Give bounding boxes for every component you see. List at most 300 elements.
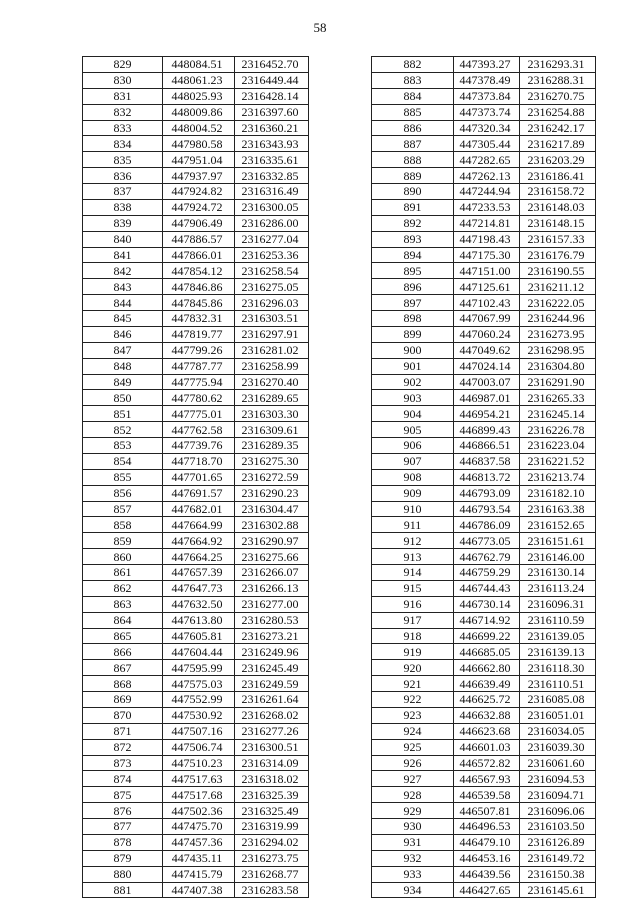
point-number-cell: 879: [83, 850, 163, 866]
y-coordinate-cell: 2316270.75: [520, 88, 596, 104]
point-number-cell: 880: [83, 866, 163, 882]
x-coordinate-cell: 447632.50: [163, 596, 235, 612]
point-number-cell: 900: [372, 342, 454, 358]
table-row: [83, 580, 309, 596]
table-row: [372, 549, 596, 565]
table-row: [372, 279, 596, 295]
table-row: [372, 850, 596, 866]
x-coordinate-cell: 447244.94: [454, 184, 520, 200]
table-row: [83, 199, 309, 215]
point-number-cell: 896: [372, 279, 454, 295]
table-row: [372, 707, 596, 723]
table-row: [372, 755, 596, 771]
point-number-cell: 849: [83, 374, 163, 390]
y-coordinate-cell: 2316221.52: [520, 453, 596, 469]
x-coordinate-cell: 447664.25: [163, 549, 235, 565]
x-coordinate-cell: 447605.81: [163, 628, 235, 644]
y-coordinate-cell: 2316296.03: [235, 295, 309, 311]
y-coordinate-cell: 2316039.30: [520, 739, 596, 755]
point-number-cell: 887: [372, 136, 454, 152]
y-coordinate-cell: 2316148.03: [520, 199, 596, 215]
table-row: [372, 295, 596, 311]
x-coordinate-cell: 447739.76: [163, 438, 235, 454]
table-row: [83, 819, 309, 835]
table-row: [372, 136, 596, 152]
x-coordinate-cell: 447832.31: [163, 311, 235, 327]
table-row: [83, 755, 309, 771]
x-coordinate-cell: 447980.58: [163, 136, 235, 152]
table-row: [83, 517, 309, 533]
x-coordinate-cell: 446539.58: [454, 787, 520, 803]
x-coordinate-cell: 446759.29: [454, 565, 520, 581]
y-coordinate-cell: 2316273.75: [235, 850, 309, 866]
point-number-cell: 924: [372, 723, 454, 739]
y-coordinate-cell: 2316275.05: [235, 279, 309, 295]
y-coordinate-cell: 2316213.74: [520, 469, 596, 485]
y-coordinate-cell: 2316283.58: [235, 882, 309, 898]
point-number-cell: 844: [83, 295, 163, 311]
x-coordinate-cell: 446507.81: [454, 803, 520, 819]
table-row: [83, 882, 309, 898]
x-coordinate-cell: 447775.94: [163, 374, 235, 390]
table-row: [372, 152, 596, 168]
table-row: [83, 501, 309, 517]
table-row: [372, 866, 596, 882]
point-number-cell: 886: [372, 120, 454, 136]
table-row: [83, 834, 309, 850]
table-row: [372, 819, 596, 835]
table-row: [83, 295, 309, 311]
table-row: [372, 104, 596, 120]
x-coordinate-cell: 447517.63: [163, 771, 235, 787]
point-number-cell: 843: [83, 279, 163, 295]
table-row: [372, 390, 596, 406]
y-coordinate-cell: 2316118.30: [520, 660, 596, 676]
table-row: [83, 358, 309, 374]
x-coordinate-cell: 447517.68: [163, 787, 235, 803]
table-row: [372, 358, 596, 374]
x-coordinate-cell: 447845.86: [163, 295, 235, 311]
table-row: [372, 469, 596, 485]
y-coordinate-cell: 2316139.13: [520, 644, 596, 660]
x-coordinate-cell: 447780.62: [163, 390, 235, 406]
x-coordinate-cell: 447507.16: [163, 723, 235, 739]
point-number-cell: 861: [83, 565, 163, 581]
point-number-cell: 883: [372, 72, 454, 88]
x-coordinate-cell: 448061.23: [163, 72, 235, 88]
x-coordinate-cell: 447282.65: [454, 152, 520, 168]
x-coordinate-cell: 447024.14: [454, 358, 520, 374]
table-row: [83, 57, 309, 73]
y-coordinate-cell: 2316222.05: [520, 295, 596, 311]
table-row: [372, 263, 596, 279]
y-coordinate-cell: 2316293.31: [520, 57, 596, 73]
y-coordinate-cell: 2316319.99: [235, 819, 309, 835]
table-row: [83, 565, 309, 581]
x-coordinate-cell: 447664.92: [163, 533, 235, 549]
x-coordinate-cell: 447595.99: [163, 660, 235, 676]
point-number-cell: 854: [83, 453, 163, 469]
point-number-cell: 898: [372, 311, 454, 327]
table-row: [372, 739, 596, 755]
table-row: [83, 120, 309, 136]
x-coordinate-cell: 447415.79: [163, 866, 235, 882]
point-number-cell: 927: [372, 771, 454, 787]
x-coordinate-cell: 447198.43: [454, 231, 520, 247]
x-coordinate-cell: 447647.73: [163, 580, 235, 596]
point-number-cell: 846: [83, 326, 163, 342]
point-number-cell: 831: [83, 88, 163, 104]
y-coordinate-cell: 2316303.30: [235, 406, 309, 422]
x-coordinate-cell: 447604.44: [163, 644, 235, 660]
table-row: [372, 501, 596, 517]
point-number-cell: 915: [372, 580, 454, 596]
y-coordinate-cell: 2316130.14: [520, 565, 596, 581]
table-row: [83, 326, 309, 342]
y-coordinate-cell: 2316242.17: [520, 120, 596, 136]
y-coordinate-cell: 2316273.95: [520, 326, 596, 342]
table-row: [372, 771, 596, 787]
y-coordinate-cell: 2316303.51: [235, 311, 309, 327]
x-coordinate-cell: 447906.49: [163, 215, 235, 231]
y-coordinate-cell: 2316309.61: [235, 422, 309, 438]
x-coordinate-cell: 447846.86: [163, 279, 235, 295]
table-row: [372, 374, 596, 390]
y-coordinate-cell: 2316245.14: [520, 406, 596, 422]
y-coordinate-cell: 2316163.38: [520, 501, 596, 517]
x-coordinate-cell: 447320.34: [454, 120, 520, 136]
x-coordinate-cell: 447924.82: [163, 184, 235, 200]
table-row: [372, 580, 596, 596]
x-coordinate-cell: 446762.79: [454, 549, 520, 565]
point-number-cell: 871: [83, 723, 163, 739]
x-coordinate-cell: 446699.22: [454, 628, 520, 644]
table-row: [372, 438, 596, 454]
point-number-cell: 856: [83, 485, 163, 501]
y-coordinate-cell: 2316266.13: [235, 580, 309, 596]
point-number-cell: 847: [83, 342, 163, 358]
point-number-cell: 932: [372, 850, 454, 866]
y-coordinate-cell: 2316343.93: [235, 136, 309, 152]
x-coordinate-cell: 447701.65: [163, 469, 235, 485]
point-number-cell: 830: [83, 72, 163, 88]
y-coordinate-cell: 2316325.39: [235, 787, 309, 803]
x-coordinate-cell: 447435.11: [163, 850, 235, 866]
y-coordinate-cell: 2316300.51: [235, 739, 309, 755]
y-coordinate-cell: 2316249.96: [235, 644, 309, 660]
point-number-cell: 922: [372, 692, 454, 708]
x-coordinate-cell: 447049.62: [454, 342, 520, 358]
point-number-cell: 850: [83, 390, 163, 406]
point-number-cell: 862: [83, 580, 163, 596]
table-row: [372, 199, 596, 215]
table-row: [83, 692, 309, 708]
point-number-cell: 851: [83, 406, 163, 422]
y-coordinate-cell: 2316223.04: [520, 438, 596, 454]
table-row: [372, 644, 596, 660]
y-coordinate-cell: 2316325.49: [235, 803, 309, 819]
x-coordinate-cell: 447691.57: [163, 485, 235, 501]
point-number-cell: 893: [372, 231, 454, 247]
table-row: [83, 279, 309, 295]
table-row: [83, 676, 309, 692]
point-number-cell: 909: [372, 485, 454, 501]
table-row: [83, 453, 309, 469]
table-row: [372, 834, 596, 850]
y-coordinate-cell: 2316268.02: [235, 707, 309, 723]
point-number-cell: 914: [372, 565, 454, 581]
table-row: [83, 342, 309, 358]
table-row: [83, 88, 309, 104]
y-coordinate-cell: 2316145.61: [520, 882, 596, 898]
y-coordinate-cell: 2316277.04: [235, 231, 309, 247]
y-coordinate-cell: 2316096.31: [520, 596, 596, 612]
y-coordinate-cell: 2316300.05: [235, 199, 309, 215]
page-number: 58: [313, 20, 327, 35]
point-number-cell: 903: [372, 390, 454, 406]
x-coordinate-cell: 447951.04: [163, 152, 235, 168]
point-number-cell: 926: [372, 755, 454, 771]
x-coordinate-cell: 447575.03: [163, 676, 235, 692]
y-coordinate-cell: 2316182.10: [520, 485, 596, 501]
point-number-cell: 910: [372, 501, 454, 517]
y-coordinate-cell: 2316291.90: [520, 374, 596, 390]
x-coordinate-cell: 447762.58: [163, 422, 235, 438]
point-number-cell: 890: [372, 184, 454, 200]
y-coordinate-cell: 2316061.60: [520, 755, 596, 771]
x-coordinate-cell: 446453.16: [454, 850, 520, 866]
x-coordinate-cell: 447475.70: [163, 819, 235, 835]
x-coordinate-cell: 447613.80: [163, 612, 235, 628]
y-coordinate-cell: 2316203.29: [520, 152, 596, 168]
x-coordinate-cell: 446813.72: [454, 469, 520, 485]
table-row: [83, 739, 309, 755]
y-coordinate-cell: 2316126.89: [520, 834, 596, 850]
x-coordinate-cell: 446744.43: [454, 580, 520, 596]
y-coordinate-cell: 2316360.21: [235, 120, 309, 136]
x-coordinate-cell: 447775.01: [163, 406, 235, 422]
table-row: [83, 787, 309, 803]
x-coordinate-cell: 446730.14: [454, 596, 520, 612]
table-row: [372, 565, 596, 581]
y-coordinate-cell: 2316316.49: [235, 184, 309, 200]
y-coordinate-cell: 2316275.66: [235, 549, 309, 565]
x-coordinate-cell: 447305.44: [454, 136, 520, 152]
point-number-cell: 892: [372, 215, 454, 231]
y-coordinate-cell: 2316258.99: [235, 358, 309, 374]
y-coordinate-cell: 2316268.77: [235, 866, 309, 882]
x-coordinate-cell: 447718.70: [163, 453, 235, 469]
point-number-cell: 829: [83, 57, 163, 73]
point-number-cell: 912: [372, 533, 454, 549]
table-row: [83, 136, 309, 152]
x-coordinate-cell: 447924.72: [163, 199, 235, 215]
x-coordinate-cell: 446714.92: [454, 612, 520, 628]
x-coordinate-cell: 446987.01: [454, 390, 520, 406]
point-number-cell: 858: [83, 517, 163, 533]
table-row: [372, 723, 596, 739]
x-coordinate-cell: 446623.68: [454, 723, 520, 739]
y-coordinate-cell: 2316277.00: [235, 596, 309, 612]
point-number-cell: 928: [372, 787, 454, 803]
table-row: [372, 692, 596, 708]
table-row: [83, 596, 309, 612]
y-coordinate-cell: 2316217.89: [520, 136, 596, 152]
point-number-cell: 918: [372, 628, 454, 644]
y-coordinate-cell: 2316289.35: [235, 438, 309, 454]
point-number-cell: 863: [83, 596, 163, 612]
x-coordinate-cell: 447530.92: [163, 707, 235, 723]
point-number-cell: 874: [83, 771, 163, 787]
table-row: [372, 342, 596, 358]
x-coordinate-cell: 447378.49: [454, 72, 520, 88]
x-coordinate-cell: 447886.57: [163, 231, 235, 247]
table-row: [83, 104, 309, 120]
table-row: [83, 438, 309, 454]
point-number-cell: 905: [372, 422, 454, 438]
x-coordinate-cell: 446439.56: [454, 866, 520, 882]
point-number-cell: 895: [372, 263, 454, 279]
table-row: [372, 231, 596, 247]
point-number-cell: 833: [83, 120, 163, 136]
point-number-cell: 837: [83, 184, 163, 200]
y-coordinate-cell: 2316294.02: [235, 834, 309, 850]
table-row: [83, 644, 309, 660]
point-number-cell: 877: [83, 819, 163, 835]
point-number-cell: 881: [83, 882, 163, 898]
point-number-cell: 933: [372, 866, 454, 882]
point-number-cell: 876: [83, 803, 163, 819]
table-row: [83, 850, 309, 866]
x-coordinate-cell: 446837.58: [454, 453, 520, 469]
point-number-cell: 917: [372, 612, 454, 628]
point-number-cell: 834: [83, 136, 163, 152]
y-coordinate-cell: 2316085.08: [520, 692, 596, 708]
y-coordinate-cell: 2316272.59: [235, 469, 309, 485]
table-row: [372, 517, 596, 533]
point-number-cell: 902: [372, 374, 454, 390]
x-coordinate-cell: 447262.13: [454, 168, 520, 184]
table-row: [372, 57, 596, 73]
table-row: [83, 469, 309, 485]
point-number-cell: 891: [372, 199, 454, 215]
y-coordinate-cell: 2316335.61: [235, 152, 309, 168]
table-row: [83, 263, 309, 279]
point-number-cell: 901: [372, 358, 454, 374]
x-coordinate-cell: 447799.26: [163, 342, 235, 358]
y-coordinate-cell: 2316211.12: [520, 279, 596, 295]
y-coordinate-cell: 2316298.95: [520, 342, 596, 358]
point-number-cell: 835: [83, 152, 163, 168]
table-row: [372, 168, 596, 184]
x-coordinate-cell: 446572.82: [454, 755, 520, 771]
table-row: [372, 215, 596, 231]
x-coordinate-cell: 447457.36: [163, 834, 235, 850]
table-row: [83, 422, 309, 438]
table-row: [83, 390, 309, 406]
y-coordinate-cell: 2316304.47: [235, 501, 309, 517]
x-coordinate-cell: 446786.09: [454, 517, 520, 533]
y-coordinate-cell: 2316270.40: [235, 374, 309, 390]
x-coordinate-cell: 448009.86: [163, 104, 235, 120]
point-number-cell: 848: [83, 358, 163, 374]
x-coordinate-cell: 446662.80: [454, 660, 520, 676]
y-coordinate-cell: 2316190.55: [520, 263, 596, 279]
x-coordinate-cell: 447067.99: [454, 311, 520, 327]
y-coordinate-cell: 2316249.59: [235, 676, 309, 692]
point-number-cell: 865: [83, 628, 163, 644]
point-number-cell: 911: [372, 517, 454, 533]
y-coordinate-cell: 2316449.44: [235, 72, 309, 88]
table-row: [83, 247, 309, 263]
x-coordinate-cell: 446866.51: [454, 438, 520, 454]
x-coordinate-cell: 446639.49: [454, 676, 520, 692]
point-number-cell: 839: [83, 215, 163, 231]
point-number-cell: 845: [83, 311, 163, 327]
x-coordinate-cell: 447506.74: [163, 739, 235, 755]
y-coordinate-cell: 2316281.02: [235, 342, 309, 358]
x-coordinate-cell: 447787.77: [163, 358, 235, 374]
point-number-cell: 882: [372, 57, 454, 73]
table-row: [83, 803, 309, 819]
x-coordinate-cell: 446793.54: [454, 501, 520, 517]
table-row: [83, 406, 309, 422]
point-number-cell: 840: [83, 231, 163, 247]
point-number-cell: 920: [372, 660, 454, 676]
x-coordinate-cell: 447866.01: [163, 247, 235, 263]
y-coordinate-cell: 2316051.01: [520, 707, 596, 723]
table-row: [83, 184, 309, 200]
x-coordinate-cell: 446567.93: [454, 771, 520, 787]
x-coordinate-cell: 446601.03: [454, 739, 520, 755]
y-coordinate-cell: 2316103.50: [520, 819, 596, 835]
x-coordinate-cell: 447510.23: [163, 755, 235, 771]
point-number-cell: 897: [372, 295, 454, 311]
y-coordinate-cell: 2316275.30: [235, 453, 309, 469]
y-coordinate-cell: 2316110.51: [520, 676, 596, 692]
y-coordinate-cell: 2316034.05: [520, 723, 596, 739]
table-row: [372, 247, 596, 263]
point-number-cell: 913: [372, 549, 454, 565]
table-row: [372, 660, 596, 676]
point-number-cell: 872: [83, 739, 163, 755]
point-number-cell: 923: [372, 707, 454, 723]
x-coordinate-cell: 447664.99: [163, 517, 235, 533]
y-coordinate-cell: 2316277.26: [235, 723, 309, 739]
y-coordinate-cell: 2316245.49: [235, 660, 309, 676]
table-row: [372, 422, 596, 438]
table-row: [372, 88, 596, 104]
point-number-cell: 857: [83, 501, 163, 517]
y-coordinate-cell: 2316146.00: [520, 549, 596, 565]
y-coordinate-cell: 2316304.80: [520, 358, 596, 374]
point-number-cell: 916: [372, 596, 454, 612]
table-row: [372, 787, 596, 803]
x-coordinate-cell: 447502.36: [163, 803, 235, 819]
x-coordinate-cell: 447373.74: [454, 104, 520, 120]
x-coordinate-cell: 447125.61: [454, 279, 520, 295]
point-number-cell: 855: [83, 469, 163, 485]
x-coordinate-cell: 447214.81: [454, 215, 520, 231]
point-number-cell: 885: [372, 104, 454, 120]
y-coordinate-cell: 2316110.59: [520, 612, 596, 628]
x-coordinate-cell: 446625.72: [454, 692, 520, 708]
table-row: [83, 485, 309, 501]
point-number-cell: 934: [372, 882, 454, 898]
table-row: [83, 549, 309, 565]
table-row: [372, 326, 596, 342]
y-coordinate-cell: 2316158.72: [520, 184, 596, 200]
